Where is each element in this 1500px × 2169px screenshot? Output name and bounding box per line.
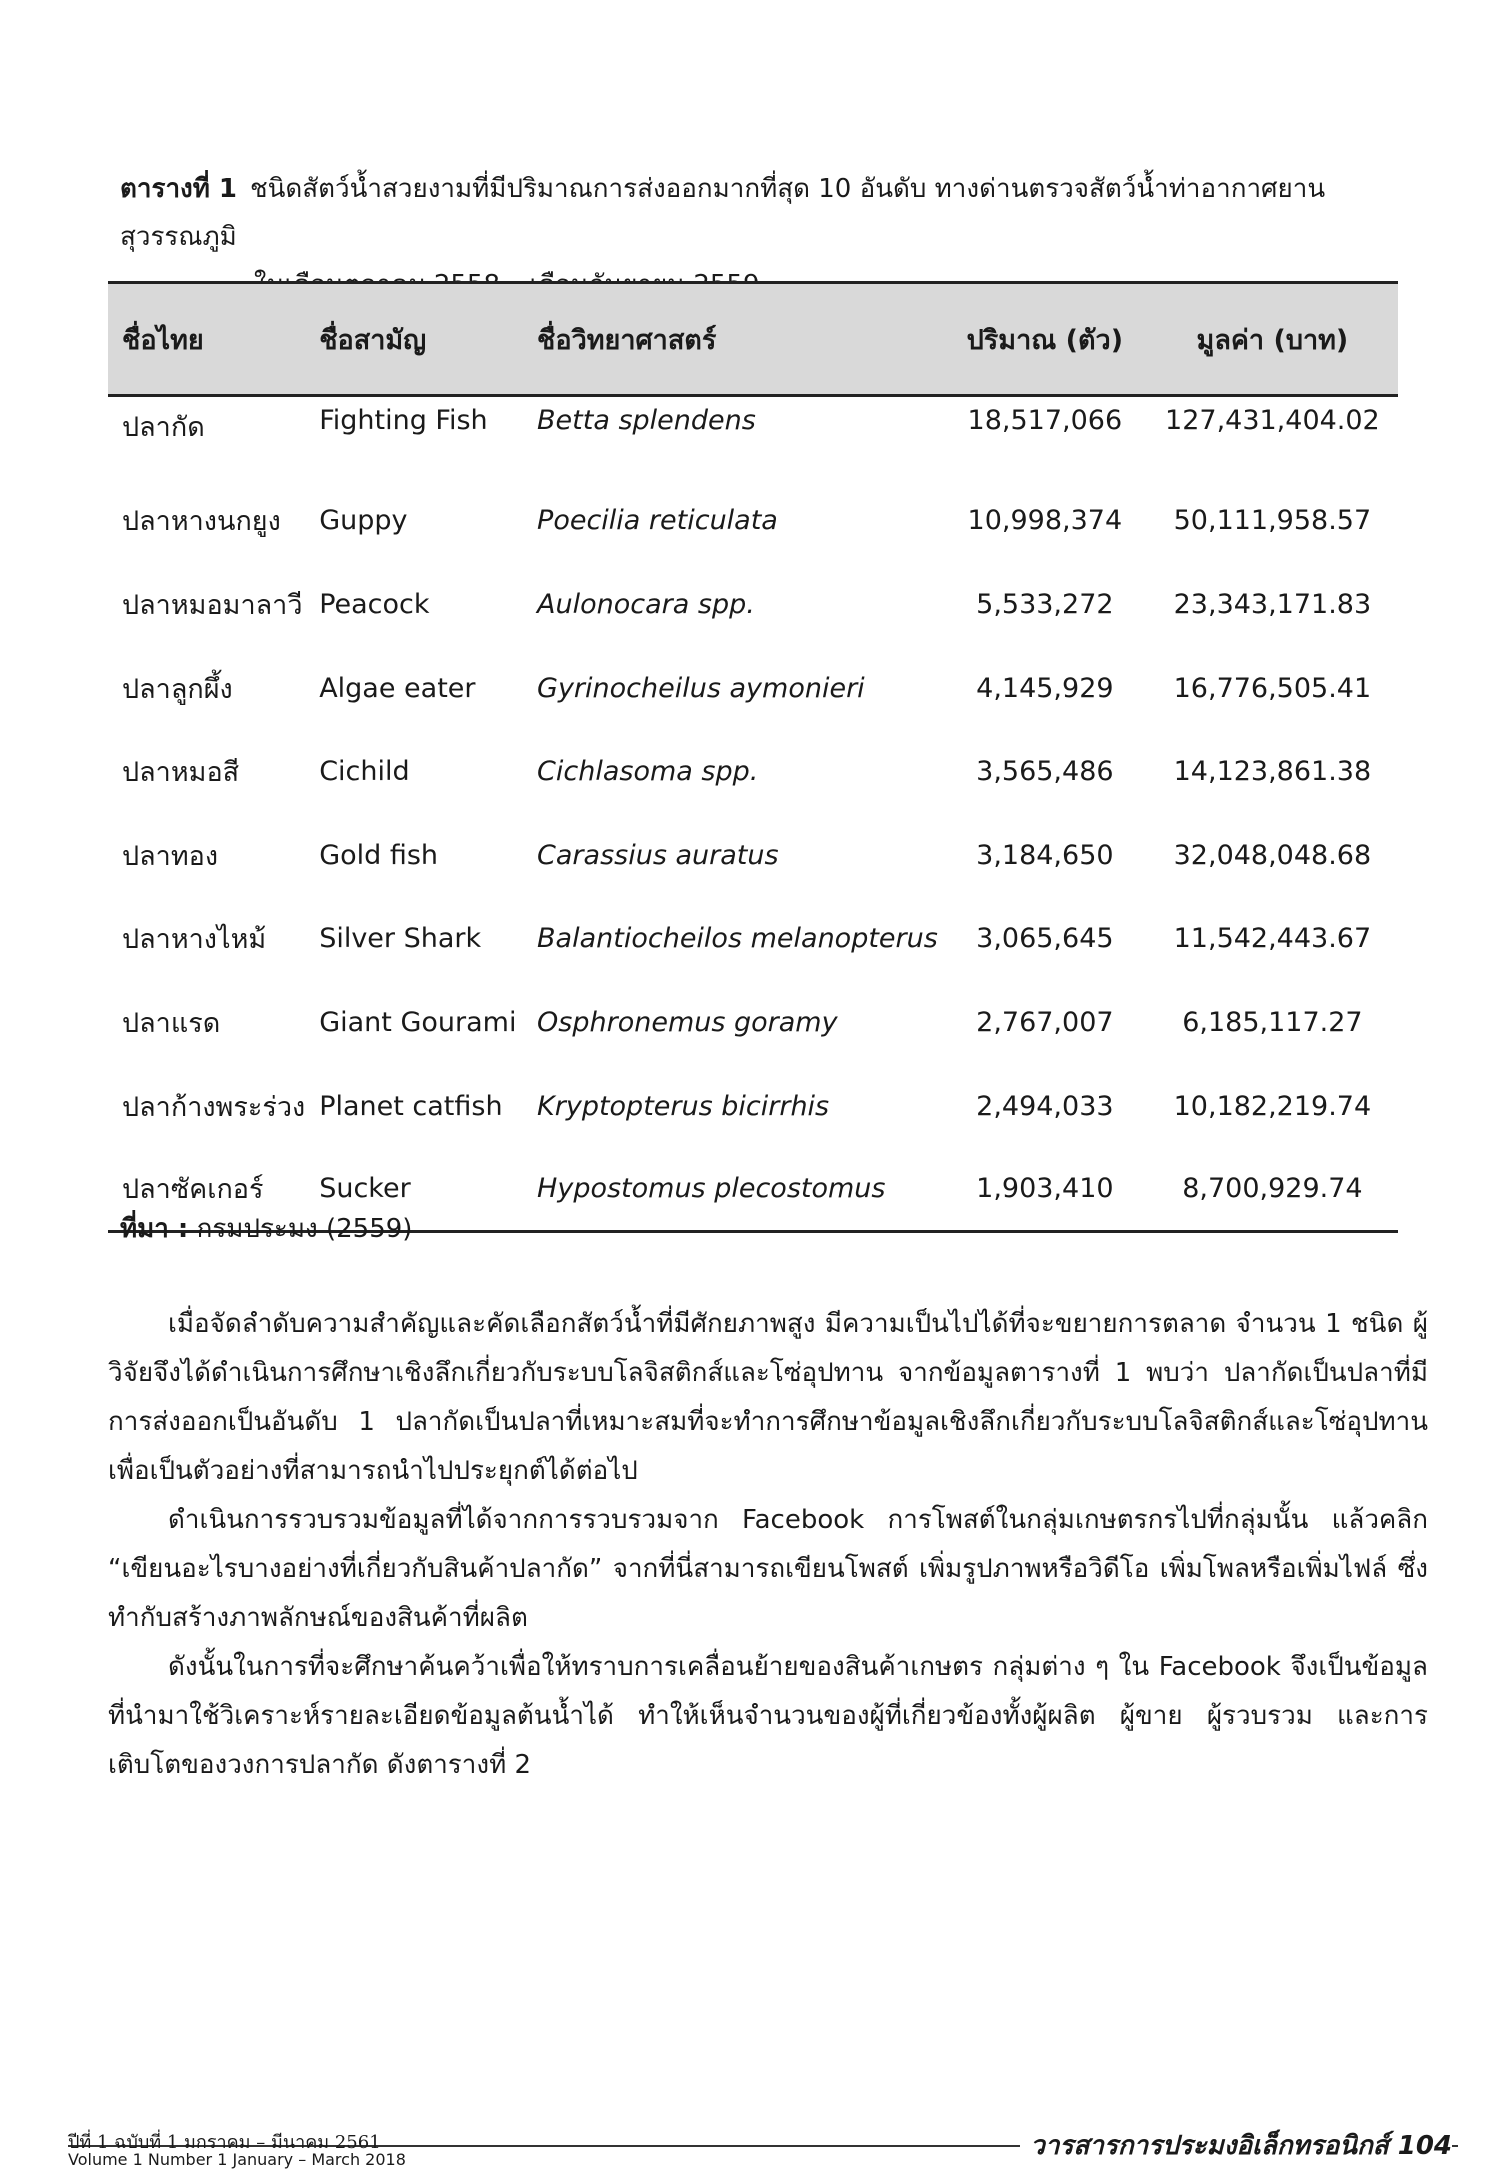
export-table <box>108 281 1398 1233</box>
cell-scientific-name: Poecilia reticulata <box>537 505 778 537</box>
caption-label: ตารางที่ 1 <box>120 174 238 204</box>
cell-thai-name: ปลาหางนกยูง <box>122 506 281 538</box>
cell-common-name: Giant Gourami <box>319 1006 517 1038</box>
cell-scientific-name: Carassius auratus <box>537 839 779 871</box>
cell-common-name: Gold fish <box>319 839 439 871</box>
cell-common-name: Cichild <box>319 756 410 788</box>
cell-value: 127,431,404.02 <box>1165 405 1380 436</box>
paragraph: ดำเนินการรวบรวมข้อมูลที่ได้จากการรวบรวมจาก Facebook การโพสต์ในกลุ่มเกษตรกรไปที่กลุ่มนั้น แล้วคลิก “เขียนอะไรบางอย่างที่เกี่ยวกับสินค้าปลากัด” จากที่นี่สามารถเขียนโพสต์ เพิ่มรูปภาพหรือวิดีโอ เพิ่มโพลหรือเพิ่มไฟล์ ซึ่งทำกับสร้างภาพลักษณ์ของสินค้าที่ผลิต <box>108 1505 1428 1633</box>
cell-scientific-name: Cichlasoma spp. <box>537 756 759 788</box>
cell-quantity: 1,903,410 <box>976 1173 1114 1205</box>
table-row <box>108 897 1398 981</box>
cell-value: 11,542,443.67 <box>1173 923 1372 955</box>
cell-common-name: Algae eater <box>319 672 476 704</box>
cell-scientific-name: Aulonocara spp. <box>537 588 755 620</box>
cell-value: 23,343,171.83 <box>1173 588 1372 620</box>
caption-line-2: ในเดือนตุลาคม 2558 – เดือนกันยายน 2559 <box>254 270 760 300</box>
source-label: ที่มา : <box>120 1214 189 1244</box>
cell-quantity: 4,145,929 <box>976 672 1114 704</box>
cell-thai-name: ปลาลูกผึ้ง <box>122 673 233 705</box>
table-source <box>120 1208 412 1249</box>
cell-value: 14,123,861.38 <box>1173 756 1372 788</box>
caption-line-1 <box>120 165 1420 261</box>
footer-issue-thai: ปีที่ 1 ฉบับที่ 1 มกราคม – มีนาคม 2561 <box>68 2132 381 2153</box>
cell-thai-name: ปลาหมอสี <box>122 757 240 789</box>
header-value: มูลค่า (บาท) <box>1196 324 1349 356</box>
table-row <box>108 813 1398 897</box>
footer-journal-title: วารสารการประมงอิเล็กทรอนิกส์ 104 <box>1020 2125 1452 2166</box>
cell-thai-name: ปลาแรด <box>122 1007 221 1039</box>
cell-common-name: Fighting Fish <box>319 405 488 436</box>
cell-value: 16,776,505.41 <box>1173 672 1372 704</box>
table-row <box>108 396 1398 480</box>
cell-scientific-name: Hypostomus plecostomus <box>537 1173 886 1205</box>
table-row <box>108 730 1398 814</box>
table-row <box>108 479 1398 563</box>
source-text: กรมประมง (2559) <box>196 1214 413 1244</box>
table-row <box>108 1064 1398 1148</box>
cell-quantity: 3,565,486 <box>976 756 1114 788</box>
cell-scientific-name: Osphronemus goramy <box>537 1006 838 1038</box>
cell-quantity: 3,184,650 <box>976 839 1114 871</box>
cell-quantity: 10,998,374 <box>967 505 1123 537</box>
cell-value: 6,185,117.27 <box>1182 1006 1363 1038</box>
cell-quantity: 2,494,033 <box>976 1090 1114 1122</box>
cell-thai-name: ปลาหมอมาลาวี <box>122 589 303 621</box>
cell-thai-name: ปลาหางไหม้ <box>122 924 267 956</box>
table-header-row <box>108 283 1398 396</box>
table-row <box>108 646 1398 730</box>
cell-scientific-name: Betta splendens <box>537 405 756 436</box>
cell-thai-name: ปลากัด <box>122 412 205 443</box>
table-body <box>108 396 1398 1232</box>
paragraph: ดังนั้นในการที่จะศึกษาค้นคว้าเพื่อให้ทราบการเคลื่อนย้ายของสินค้าเกษตร กลุ่มต่าง ๆ ใน Facebook จึงเป็นข้อมูลที่นำมาใช้วิเคราะห์รายละเอียดข้อมูลต้นน้ำได้ ทำให้เห็นจำนวนของผู้ที่เกี่ยวข้องทั้งผู้ผลิต ผู้ขาย ผู้รวบรวม และการเติบโตของวงการปลากัด ดังตารางที่ 2 <box>108 1652 1428 1780</box>
table-row <box>108 981 1398 1065</box>
cell-scientific-name: Gyrinocheilus aymonieri <box>537 672 865 704</box>
cell-quantity: 5,533,272 <box>976 588 1114 620</box>
cell-common-name: Guppy <box>319 505 408 537</box>
table-row <box>108 563 1398 647</box>
header-thai-name: ชื่อไทย <box>122 324 204 356</box>
header-quantity: ปริมาณ (ตัว) <box>966 324 1124 356</box>
cell-thai-name: ปลาทอง <box>122 840 219 872</box>
cell-quantity: 18,517,066 <box>967 405 1123 436</box>
cell-quantity: 3,065,645 <box>976 923 1114 955</box>
header-scientific-name: ชื่อวิทยาศาสตร์ <box>537 324 717 356</box>
cell-thai-name: ปลาซัคเกอร์ <box>122 1174 264 1206</box>
table-header <box>108 283 1398 396</box>
cell-value: 10,182,219.74 <box>1173 1090 1372 1122</box>
cell-thai-name: ปลาก้างพระร่วง <box>122 1091 306 1123</box>
cell-common-name: Silver Shark <box>319 923 482 955</box>
cell-scientific-name: Balantiocheilos melanopterus <box>537 923 938 955</box>
cell-common-name: Planet catfish <box>319 1090 503 1122</box>
cell-common-name: Peacock <box>319 588 430 620</box>
cell-value: 50,111,958.57 <box>1173 505 1372 537</box>
cell-value: 32,048,048.68 <box>1173 839 1372 871</box>
cell-quantity: 2,767,007 <box>976 1006 1114 1038</box>
header-common-name: ชื่อสามัญ <box>319 324 427 356</box>
body-text <box>108 1300 1428 1790</box>
cell-value: 8,700,929.74 <box>1182 1173 1363 1205</box>
paragraph: เมื่อจัดลำดับความสำคัญและคัดเลือกสัตว์น้ำที่มีศักยภาพสูง มีความเป็นไปได้ที่จะขยายการตลาด จำนวน 1 ชนิด ผู้วิจัยจึงได้ดำเนินการศึกษาเชิงลึกเกี่ยวกับระบบโลจิสติกส์และโซ่อุปทาน จากข้อมูลตารางที่ 1 พบว่า ปลากัดเป็นปลาที่มีการส่งออกเป็นอันดับ 1 ปลากัดเป็นปลาที่เหมาะสมที่จะทำการศึกษาข้อมูลเชิงลึกเกี่ยวกับระบบโลจิสติกส์และโซ่อุปทานเพื่อเป็นตัวอย่างที่สามารถนำไปประยุกต์ได้ต่อไป <box>108 1309 1428 1486</box>
cell-common-name: Sucker <box>319 1173 411 1205</box>
footer-issue-english: Volume 1 Number 1 January – March 2018 <box>68 2150 406 2169</box>
cell-scientific-name: Kryptopterus bicirrhis <box>537 1090 830 1122</box>
caption-text: ชนิดสัตว์น้ำสวยงามที่มีปริมาณการส่งออกมากที่สุด 10 อันดับ ทางด่านตรวจสัตว์น้ำท่าอากาศยานสุวรรณภูมิ <box>120 174 1326 252</box>
